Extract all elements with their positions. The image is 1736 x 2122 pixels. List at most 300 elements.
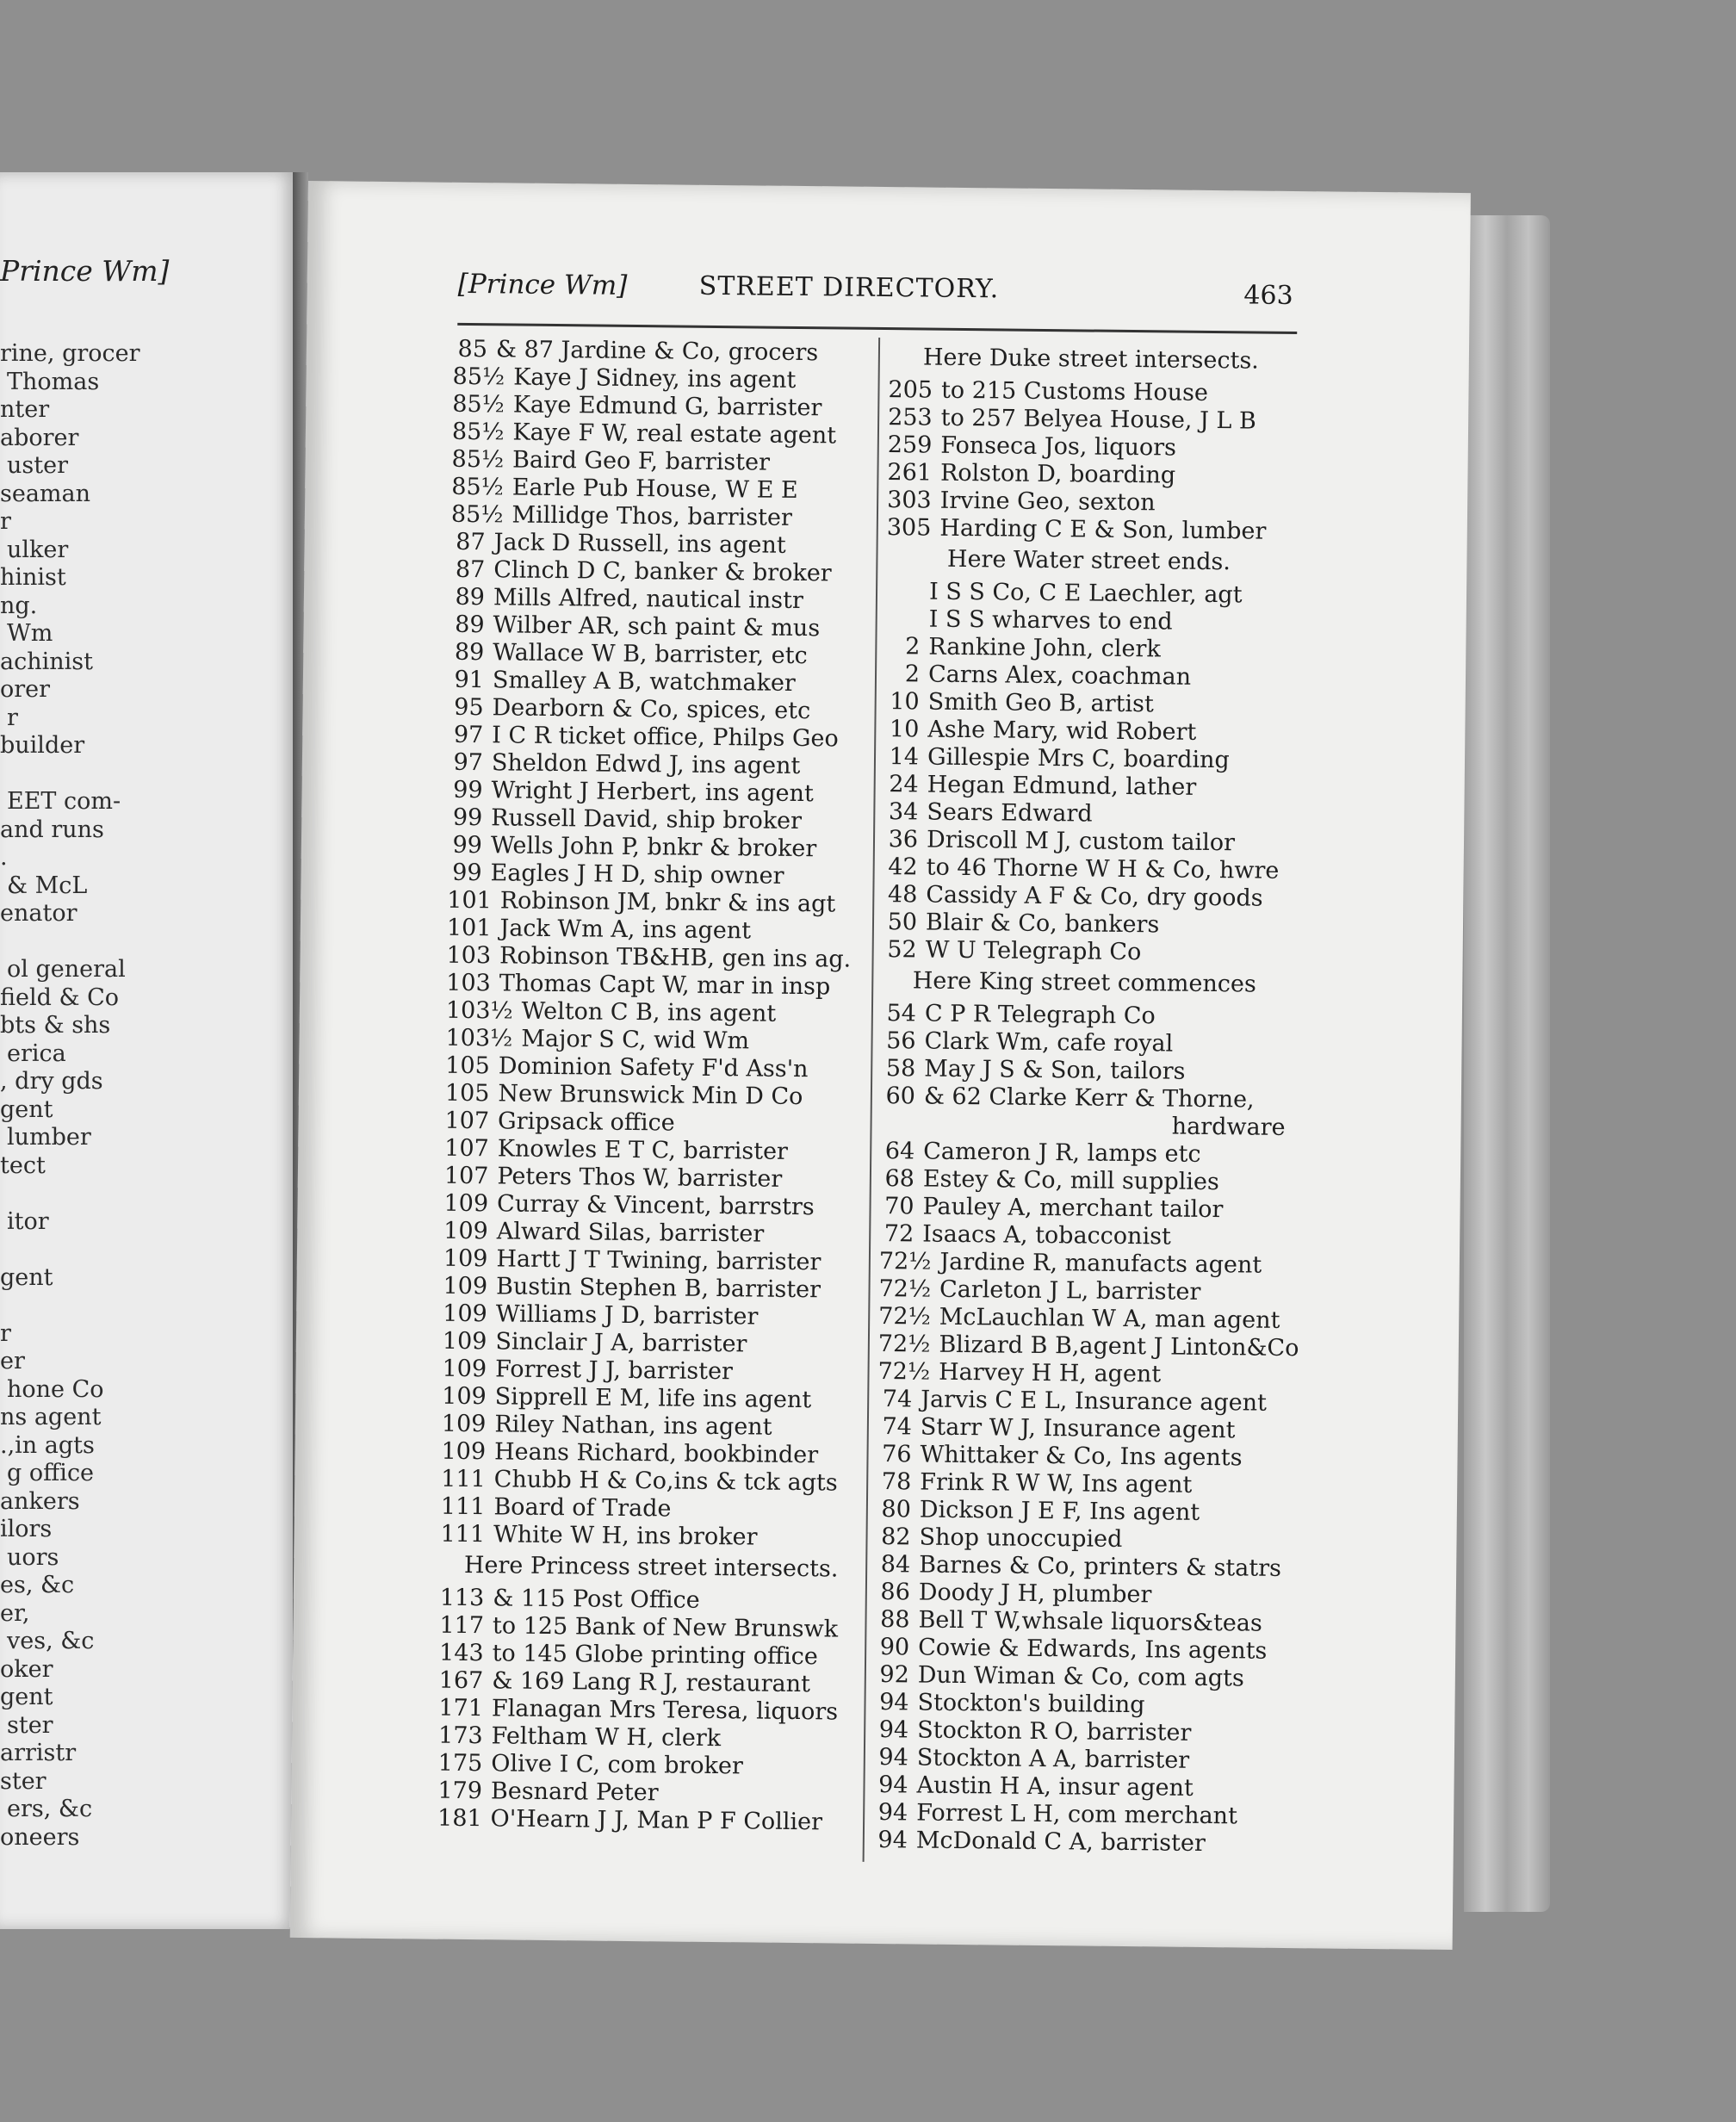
- left-page-fragment: lumber: [7, 1124, 91, 1151]
- directory-entry: [438, 1722, 860, 1754]
- directory-entry: [888, 431, 1293, 463]
- occupant-text: & 87 Jardine & Co, grocers: [495, 336, 819, 367]
- directory-entry: [445, 1025, 867, 1057]
- directory-entry: [884, 743, 1289, 775]
- street-number: 2: [904, 661, 921, 688]
- occupant-text: Dickson J E F, Ins agent: [919, 1496, 1200, 1526]
- directory-entry: [447, 915, 869, 946]
- street-number: 34: [888, 798, 919, 826]
- left-page-fragment: Thomas: [7, 368, 100, 395]
- directory-entry: [450, 584, 872, 616]
- directory-entry: [888, 376, 1293, 408]
- street-number: 87: [455, 555, 486, 584]
- occupant-text: Doody J H, plumber: [918, 1579, 1152, 1609]
- street-number: 72½: [878, 1248, 932, 1275]
- left-page-fragment: Wm: [7, 620, 53, 647]
- directory-entry: [448, 832, 870, 864]
- occupant-text: Harding C E & Son, lumber: [939, 514, 1267, 545]
- left-page-fragment: and runs: [0, 816, 104, 843]
- occupant-text: Welton C B, ins agent: [521, 997, 777, 1027]
- directory-entry: [443, 1273, 865, 1305]
- left-page-fragment: field & Co: [0, 983, 120, 1011]
- directory-entry: [884, 771, 1289, 803]
- occupant-text: Stockton A A, barrister: [916, 1744, 1190, 1774]
- street-number: 117: [439, 1611, 485, 1640]
- directory-entry: [873, 1827, 1278, 1858]
- directory-entry: [446, 942, 868, 974]
- occupant-text: Baird Geo F, barrister: [512, 446, 771, 476]
- street-number: 109: [442, 1382, 487, 1411]
- occupant-text: Alward Silas, barrister: [496, 1218, 765, 1248]
- occupant-text: Dun Wiman & Co, com agts: [917, 1661, 1244, 1692]
- occupant-text: Besnard Peter: [490, 1778, 659, 1807]
- street-number: 111: [441, 1465, 486, 1493]
- occupant-text: Thomas Capt W, mar in insp: [499, 970, 831, 1001]
- directory-entry: [885, 661, 1290, 692]
- directory-entry: [447, 859, 869, 891]
- directory-entry: [442, 1411, 864, 1443]
- occupant-text: Gripsack office: [497, 1108, 675, 1137]
- street-intersection-note: Here King street commences: [912, 967, 1256, 998]
- street-number: 88: [880, 1606, 910, 1634]
- street-number: 74: [882, 1386, 913, 1413]
- left-page-fragment: & McL: [7, 872, 88, 899]
- directory-entry: [448, 777, 870, 809]
- directory-entry: [446, 997, 868, 1029]
- street-number: 85½: [452, 363, 505, 391]
- occupant-text: Cassidy A F & Co, dry goods: [926, 881, 1263, 912]
- street-number: 2: [905, 633, 921, 661]
- street-number: 109: [443, 1217, 488, 1245]
- right-page: [290, 181, 1471, 1950]
- directory-entry: [880, 1165, 1285, 1197]
- street-number: 99: [452, 804, 483, 832]
- street-number: 99: [452, 831, 483, 859]
- occupant-text: Dominion Safety F'd Ass'n: [498, 1052, 809, 1083]
- street-number: 109: [443, 1244, 488, 1273]
- street-number: 72½: [878, 1303, 931, 1331]
- street-number: 60: [885, 1083, 916, 1110]
- occupant-text: to 257 Belyea House, J L B: [940, 404, 1256, 435]
- directory-entry: [881, 1083, 1286, 1114]
- left-page-fragment: ves, &c: [7, 1628, 95, 1654]
- street-number: 91: [454, 666, 485, 694]
- street-number: 109: [443, 1189, 489, 1218]
- left-page-fragment: enator: [0, 900, 78, 927]
- directory-entry: [442, 1356, 864, 1387]
- street-number: 253: [887, 404, 933, 431]
- occupant-text: Barnes & Co, printers & statrs: [919, 1551, 1282, 1582]
- directory-entry: [447, 887, 869, 919]
- street-number: 86: [880, 1579, 911, 1606]
- street-number: 94: [879, 1689, 909, 1716]
- directory-entry: [445, 1080, 867, 1112]
- street-number: 94: [878, 1716, 909, 1744]
- directory-entry: [876, 1579, 1280, 1610]
- occupant-text: Driscoll M J, custom tailor: [926, 826, 1236, 857]
- street-number: 99: [453, 776, 483, 804]
- street-number: 181: [437, 1804, 482, 1833]
- occupant-text: Chubb H & Co,ins & tck agts: [493, 1466, 838, 1497]
- directory-entry: [452, 391, 874, 423]
- street-number: 85½: [451, 418, 505, 446]
- occupant-text: Heans Richard, bookbinder: [493, 1438, 819, 1469]
- street-number: 261: [887, 459, 933, 487]
- occupant-text: Jardine R, manufacts agent: [939, 1248, 1262, 1279]
- occupant-text: Kaye Edmund G, barrister: [512, 391, 822, 422]
- street-number: 205: [888, 376, 933, 404]
- street-number: 94: [877, 1799, 908, 1827]
- directory-entry: [452, 419, 874, 450]
- left-page-fragment: hinist: [0, 564, 66, 591]
- street-number: 109: [441, 1410, 487, 1438]
- occupant-text: Hegan Edmund, lather: [927, 771, 1197, 801]
- street-intersection-note: Here Water street ends.: [946, 545, 1231, 576]
- occupant-text: Forrest J J, barrister: [494, 1356, 734, 1386]
- directory-entry: [444, 1108, 866, 1139]
- left-page-fragment: ster: [0, 1767, 46, 1795]
- directory-entry: [873, 1799, 1278, 1831]
- directory-entry: [442, 1383, 864, 1415]
- street-number: 89: [455, 611, 485, 639]
- street-number: 76: [882, 1441, 912, 1468]
- occupant-text: Wallace W B, barrister, etc: [493, 639, 808, 670]
- directory-entry: [439, 1640, 861, 1672]
- left-page-header: Prince Wm]: [0, 254, 170, 288]
- occupant-text: Ashe Mary, wid Robert: [927, 716, 1197, 746]
- directory-entry: [885, 688, 1290, 720]
- left-page-fragment: erica: [7, 1039, 66, 1067]
- left-page-fragment: ankers: [0, 1487, 80, 1515]
- directory-entry: [877, 1496, 1281, 1528]
- occupant-text: Peters Thos W, barrister: [497, 1163, 783, 1193]
- occupant-text: Flanagan Mrs Teresa, liquors: [491, 1695, 839, 1726]
- directory-entry: [884, 798, 1288, 830]
- left-page-fragment: er,: [0, 1599, 30, 1627]
- occupant-text: Eagles J H D, ship owner: [490, 859, 784, 890]
- directory-entry: [441, 1466, 863, 1498]
- occupant-text: Shop unoccupied: [919, 1523, 1123, 1553]
- directory-column-right: [873, 340, 1299, 1858]
- directory-entry: [879, 1220, 1284, 1252]
- directory-entry: [444, 1135, 866, 1167]
- occupant-text: Jack Wm A, ins agent: [499, 915, 752, 945]
- occupant-text: Millidge Thos, barrister: [512, 501, 793, 531]
- street-number: 179: [437, 1777, 483, 1805]
- left-page: [0, 172, 297, 1929]
- street-number: 84: [880, 1551, 911, 1579]
- directory-entry: [451, 501, 873, 533]
- occupant-text: Rolston D, boarding: [939, 459, 1176, 489]
- directory-entry: [450, 529, 872, 561]
- street-number: 143: [438, 1639, 484, 1667]
- occupant-text: Knowles E T C, barrister: [497, 1135, 789, 1165]
- occupant-text: Clinch D C, banker & broker: [493, 556, 832, 587]
- occupant-text: Russell David, ship broker: [491, 804, 803, 835]
- street-number: 107: [444, 1134, 489, 1163]
- occupant-text: Olive I C, com broker: [491, 1750, 744, 1780]
- directory-entry: [876, 1551, 1280, 1583]
- directory-entry: [445, 1052, 867, 1084]
- occupant-text: Williams J D, barrister: [495, 1300, 759, 1331]
- directory-entry: [883, 909, 1287, 940]
- street-number: 94: [877, 1827, 908, 1854]
- left-page-fragment: rine, grocer: [0, 340, 140, 367]
- occupant-text: to 145 Globe printing office: [492, 1640, 819, 1671]
- directory-entry: [443, 1190, 865, 1222]
- occupant-text: to 46 Thorne W H & Co, hwre: [926, 853, 1280, 884]
- occupant-text: Cowie & Edwards, Ins agents: [918, 1634, 1268, 1665]
- occupant-text: Robinson JM, bnkr & ins agt: [499, 887, 836, 918]
- left-page-fragment: ol general: [7, 956, 126, 983]
- left-page-fragment: r: [0, 1319, 11, 1347]
- occupant-text: Mills Alfred, nautical instr: [493, 584, 803, 615]
- left-page-fragment: aborer: [0, 424, 79, 451]
- street-number: 259: [887, 431, 933, 459]
- directory-entry: [884, 716, 1289, 748]
- street-number: 103: [446, 941, 492, 970]
- occupant-text: Irvine Geo, sexton: [939, 487, 1156, 517]
- occupant-text: Sears Edward: [927, 798, 1093, 828]
- occupant-text: Isaacs A, tobacconist: [922, 1220, 1172, 1250]
- directory-entry: [440, 1521, 862, 1553]
- directory-entry: [451, 474, 873, 506]
- street-number: 105: [444, 1079, 490, 1108]
- occupant-text: Board of Trade: [493, 1493, 672, 1523]
- directory-entry: [882, 1000, 1286, 1032]
- occupant-text: Austin H A, insur agent: [916, 1771, 1194, 1802]
- book-page-edges: [1464, 215, 1550, 1912]
- street-number: 68: [884, 1165, 915, 1193]
- directory-column-left: [437, 336, 875, 1837]
- directory-entry: [438, 1695, 860, 1727]
- occupant-text: Rankine John, clerk: [928, 633, 1161, 663]
- street-number: 97: [453, 721, 484, 749]
- street-number: 36: [888, 826, 919, 853]
- left-page-fragment: .,in agts: [0, 1431, 95, 1459]
- street-number: 24: [889, 771, 919, 798]
- directory-entry: [874, 1716, 1279, 1748]
- occupant-text: Dearborn & Co, spices, etc: [492, 694, 811, 725]
- occupant-text: to 215 Customs House: [940, 376, 1209, 406]
- left-page-fragment: ers, &c: [7, 1796, 93, 1822]
- street-intersection-note: Here Princess street intersects.: [463, 1551, 839, 1583]
- occupant-text: Earle Pub House, W E E: [512, 474, 798, 504]
- left-page-fragment: gent: [0, 1095, 53, 1123]
- directory-entry: [448, 804, 870, 836]
- street-number: 87: [456, 528, 486, 556]
- directory-entry: [876, 1523, 1280, 1555]
- occupant-text: & 115 Post Office: [493, 1585, 700, 1614]
- left-page-fragment: gent: [0, 1263, 53, 1291]
- street-number: 42: [888, 853, 918, 881]
- directory-entry: [441, 1493, 863, 1525]
- occupant-text: Sipprell E M, life ins agent: [494, 1383, 812, 1414]
- entry-continuation-text: hardware: [1171, 1113, 1286, 1141]
- left-page-fragment: nter: [0, 396, 50, 423]
- occupant-text: Sheldon Edwd J, ins agent: [491, 749, 801, 780]
- left-page-fragment: EET com-: [7, 788, 121, 815]
- directory-entry: [884, 826, 1288, 858]
- directory-entry: [451, 446, 873, 478]
- directory-entry: [886, 605, 1291, 637]
- directory-entry: [443, 1218, 865, 1250]
- left-page-fragment: .: [0, 844, 8, 871]
- directory-entry: [886, 578, 1291, 610]
- left-page-fragment: uors: [7, 1543, 59, 1571]
- street-number: 78: [881, 1468, 912, 1496]
- occupant-text: Smith Geo B, artist: [927, 688, 1155, 718]
- page-header: [457, 269, 1293, 319]
- directory-entry: [439, 1667, 861, 1699]
- street-number: 10: [889, 716, 920, 743]
- left-page-fragment: ng.: [0, 592, 38, 619]
- directory-entry: [877, 1358, 1282, 1390]
- street-number: 72½: [877, 1331, 931, 1358]
- occupant-text: Cameron J R, lamps etc: [923, 1138, 1201, 1168]
- directory-entry: [450, 611, 871, 643]
- left-page-fragment: tect: [0, 1151, 46, 1179]
- occupant-text: Carleton J L, barrister: [939, 1275, 1201, 1306]
- occupant-text: Stockton's building: [917, 1689, 1145, 1719]
- directory-entry: [444, 1163, 866, 1194]
- directory-entry: [449, 694, 871, 726]
- directory-entry: [443, 1300, 865, 1332]
- left-page-fragment: g office: [7, 1460, 95, 1486]
- occupant-text: Estey & Co, mill supplies: [922, 1165, 1219, 1196]
- street-number: 109: [441, 1437, 487, 1466]
- directory-entry: [877, 1441, 1281, 1473]
- directory-entry: [884, 853, 1288, 885]
- occupant-text: Bustin Stephen B, barrister: [495, 1273, 822, 1304]
- left-page-fragment: bts & shs: [0, 1012, 111, 1039]
- directory-entry: [874, 1689, 1279, 1721]
- directory-entry: [452, 363, 874, 395]
- left-page-fragment: ster: [7, 1711, 53, 1739]
- occupant-text: Blizard B B,agent J Linton&Co: [939, 1331, 1299, 1362]
- street-number: 85: [457, 335, 488, 363]
- street-number: 111: [440, 1492, 486, 1521]
- occupant-text: Stockton R O, barrister: [917, 1716, 1192, 1747]
- street-number: 171: [438, 1694, 484, 1722]
- left-page-fragment: hone Co: [7, 1375, 104, 1403]
- directory-entry: [875, 1606, 1280, 1638]
- street-number: 14: [889, 743, 920, 771]
- street-number: 111: [440, 1520, 486, 1548]
- left-page-fragment: r: [0, 508, 11, 535]
- left-page-fragment: achinist: [0, 648, 93, 675]
- directory-entry: [439, 1612, 861, 1644]
- directory-entry: [878, 1303, 1283, 1335]
- directory-entry: [449, 749, 871, 781]
- occupant-text: Robinson TB&HB, gen ins ag.: [499, 942, 852, 973]
- directory-entry: [880, 1138, 1285, 1170]
- directory-entry: [887, 487, 1292, 518]
- directory-entry: [450, 556, 872, 588]
- street-number: 52: [887, 936, 917, 964]
- occupant-text: Smalley A B, watchmaker: [492, 667, 796, 697]
- left-page-fragment: ulker: [7, 536, 69, 563]
- street-number: 64: [884, 1138, 915, 1165]
- left-page-fragment: itor: [7, 1207, 49, 1235]
- page-number: 463: [1243, 280, 1293, 311]
- directory-entry: [440, 1585, 862, 1616]
- occupant-text: Kaye F W, real estate agent: [512, 419, 837, 450]
- directory-entry: [883, 881, 1287, 913]
- street-number: 56: [886, 1027, 916, 1055]
- street-number: 74: [882, 1413, 913, 1441]
- street-number: 72: [884, 1220, 914, 1248]
- street-number: 103½: [445, 996, 513, 1025]
- street-number: 72½: [878, 1275, 932, 1303]
- occupant-text: Wells John P, bnkr & broker: [490, 832, 817, 863]
- occupant-text: Curray & Vincent, barrstrs: [496, 1190, 815, 1221]
- occupant-text: W U Telegraph Co: [925, 936, 1142, 966]
- left-page-fragment: orer: [0, 676, 51, 703]
- occupant-text: to 125 Bank of New Brunswk: [492, 1612, 839, 1643]
- directory-entry: [879, 1193, 1284, 1225]
- street-number: 72½: [877, 1358, 931, 1386]
- street-number: 101: [446, 914, 492, 942]
- directory-entry: [887, 459, 1292, 491]
- directory-entry: [879, 1248, 1284, 1280]
- occupant-text: McDonald C A, barrister: [915, 1827, 1206, 1858]
- occupant-text: Whittaker & Co, Ins agents: [920, 1441, 1243, 1472]
- left-page-fragment: oneers: [0, 1823, 80, 1851]
- header-rule: [457, 323, 1297, 334]
- directory-entry: [875, 1661, 1280, 1693]
- occupant-text: O'Hearn J J, Man P F Collier: [490, 1805, 823, 1836]
- directory-entry: [449, 722, 871, 754]
- street-number: 58: [885, 1055, 916, 1083]
- occupant-text: May J S & Son, tailors: [924, 1055, 1186, 1085]
- directory-entry: [877, 1468, 1281, 1500]
- directory-entry: [874, 1744, 1279, 1776]
- occupant-text: Wright J Herbert, ins agent: [491, 777, 815, 808]
- left-page-fragment: oker: [0, 1655, 53, 1683]
- street-number: 175: [437, 1749, 483, 1778]
- occupant-text: Feltham W H, clerk: [491, 1722, 722, 1753]
- street-number: 107: [443, 1162, 489, 1190]
- occupant-text: Jack D Russell, ins agent: [493, 529, 786, 559]
- street-number: 85½: [450, 500, 504, 529]
- occupant-text: Wilber AR, sch paint & mus: [493, 611, 821, 642]
- street-number: 97: [453, 748, 484, 777]
- directory-entry: [877, 1331, 1299, 1362]
- header-title: STREET DIRECTORY.: [698, 270, 1000, 305]
- street-number: 92: [879, 1661, 910, 1689]
- street-number: 167: [438, 1666, 484, 1695]
- directory-entry: [881, 1055, 1286, 1087]
- street-number: 50: [887, 909, 918, 936]
- street-number: 89: [454, 638, 485, 667]
- street-number: 48: [887, 881, 918, 909]
- street-number: 103: [446, 969, 491, 997]
- occupant-text: Gillespie Mrs C, boarding: [927, 743, 1230, 774]
- left-page-fragment: r: [7, 704, 18, 731]
- street-number: 80: [881, 1496, 912, 1523]
- left-page-fragment: builder: [0, 732, 85, 759]
- directory-entry: [878, 1275, 1283, 1307]
- occupant-text: Riley Nathan, ins agent: [494, 1411, 772, 1441]
- street-number: 89: [455, 583, 486, 611]
- street-intersection-note: Here Duke street intersects.: [922, 344, 1260, 375]
- left-page-fragment: seaman: [0, 480, 91, 507]
- directory-entry: [443, 1245, 865, 1277]
- directory-entry: [450, 667, 871, 698]
- left-page-fragment: , dry gds: [0, 1068, 103, 1095]
- occupant-text: Starr W J, Insurance agent: [920, 1413, 1236, 1444]
